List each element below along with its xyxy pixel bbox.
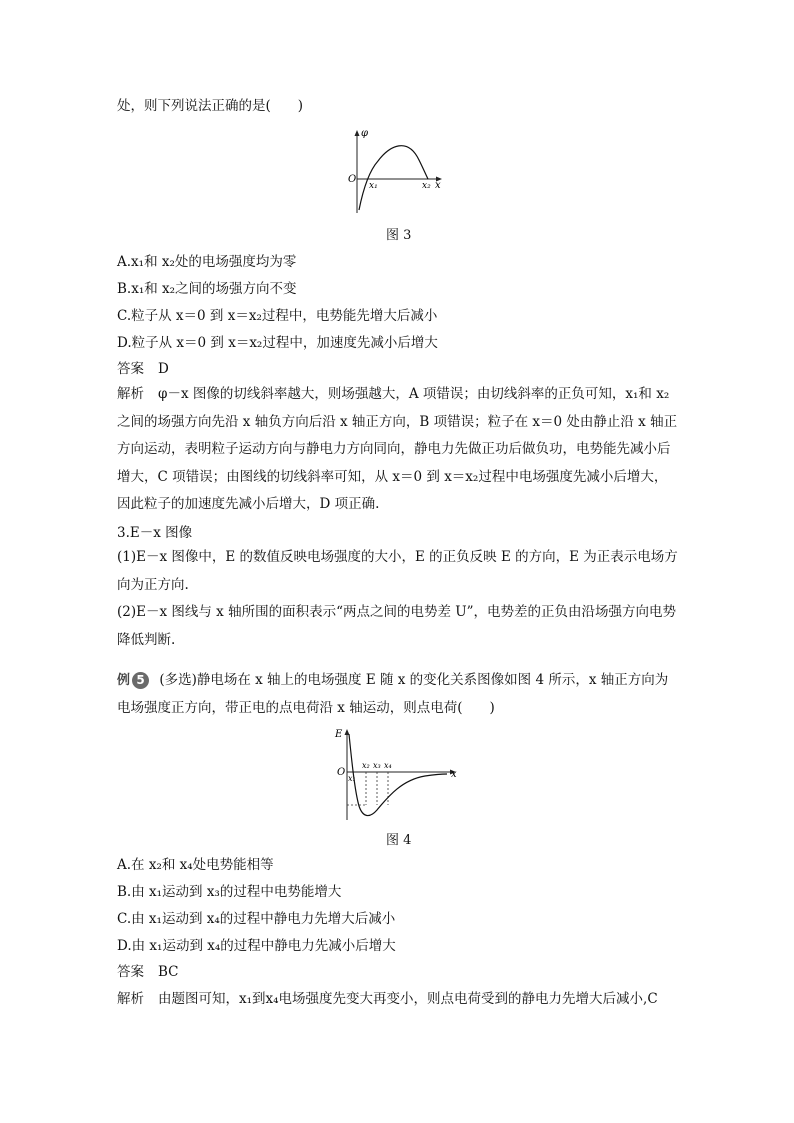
fig4-y-label: E — [335, 729, 343, 740]
example-label: 例 — [117, 673, 131, 688]
fig4-x2-label: x₂ — [362, 761, 370, 770]
q1-answer-label: 答案 — [117, 361, 144, 377]
q1-option-b: B.x₁和 x₂之间的场强方向不变 — [117, 281, 297, 297]
q2-option-d: D.由 x₁运动到 x₄的过程中静电力先减小后增大 — [117, 938, 396, 954]
figure-4-caption: 图 4 — [386, 833, 412, 848]
figure-4-graph — [325, 726, 465, 822]
fig4-x-label: x — [451, 769, 457, 780]
fig3-x1-label: x₁ — [369, 181, 378, 191]
q2-answer-label: 答案 — [117, 964, 144, 980]
q2-answer-row — [117, 962, 179, 982]
fig4-x1-label: x₁ — [348, 774, 356, 783]
fig4-origin-label: O — [337, 767, 346, 778]
q2-option-a: A.在 x₂和 x₄处电势能相等 — [117, 857, 274, 873]
fig3-x-label: x — [435, 180, 441, 191]
q1-option-d: D.粒子从 x＝0 到 x＝x₂过程中，加速度先减小后增大 — [117, 335, 438, 351]
example-5 — [117, 667, 679, 722]
example-number-icon: 5 — [132, 672, 149, 689]
q2-analysis — [117, 989, 658, 1009]
example-badge — [117, 667, 149, 695]
figure-3-graph — [338, 125, 448, 215]
q1-answer-row — [117, 359, 169, 379]
section-3-paragraph-1: (1)E－x 图像中，E 的数值反映电场强度的大小，E 的正负反映 E 的方向，E 为正表示电场方向为正方向. — [117, 549, 678, 593]
fig4-x4-label: x₄ — [384, 761, 392, 770]
q2-option-b: B.由 x₁运动到 x₃的过程中电势能增大 — [117, 884, 342, 900]
fig3-y-label: φ — [361, 128, 369, 139]
q1-option-a: A.x₁和 x₂处的电场强度均为零 — [117, 254, 297, 270]
q2-analysis-text: 由题图可知，x₁到x₄电场强度先变大再变小，则点电荷受到的静电力先增大后减小,C — [158, 991, 658, 1007]
question-intro: 处，则下列说法正确的是( ) — [117, 98, 304, 114]
example-5-text: (多选)静电场在 x 轴上的电场强度 E 随 x 的变化关系图像如图 4 所示，x 轴正方向为电场强度正方向，带正电的点电荷沿 x 轴运动，则点电荷( ) — [117, 672, 669, 716]
q2-analysis-label: 解析 — [117, 991, 144, 1007]
q1-option-c: C.粒子从 x＝0 到 x＝x₂过程中，电势能先增大后减小 — [117, 308, 438, 324]
q1-analysis-label: 解析 — [117, 386, 144, 402]
figure-3-caption: 图 3 — [386, 228, 412, 243]
q2-option-c: C.由 x₁运动到 x₄的过程中静电力先增大后减小 — [117, 911, 396, 927]
q1-analysis-text: φ－x 图像的切线斜率越大，则场强越大，A 项错误；由切线斜率的正负可知，x₁和 x₂之间的场强方向先沿 x 轴负方向后沿 x 轴正方向，B 项错误；粒子在 x＝0 处由静止沿 x 轴正方向运动，表明粒子运动方向与静电力方向同向，静电力先做正功后做负功，电势能先减小后增大，C 项错误；由图线的切线斜率可知，从 x＝0 到 x＝x₂过程中电场强度先减小后增大，因此粒子的加速度先减小后增大，D 项正确. — [117, 386, 678, 512]
fig3-curve — [359, 146, 428, 210]
fig4-curve — [349, 734, 447, 816]
section-3-title: 3.E－x 图像 — [117, 525, 193, 541]
fig4-x3-label: x₃ — [373, 761, 381, 770]
fig3-x2-label: x₂ — [422, 181, 431, 191]
q2-answer-value: BC — [158, 964, 179, 980]
q1-answer-value: D — [158, 361, 169, 377]
fig3-y-arrow — [355, 130, 360, 136]
fig3-origin-label: O — [348, 174, 357, 185]
section-3-paragraph-2: (2)E－x 图线与 x 轴所围的面积表示“两点之间的电势差 U”，电势差的正负由沿场强方向电势降低判断. — [117, 604, 677, 648]
q1-analysis — [117, 381, 679, 519]
